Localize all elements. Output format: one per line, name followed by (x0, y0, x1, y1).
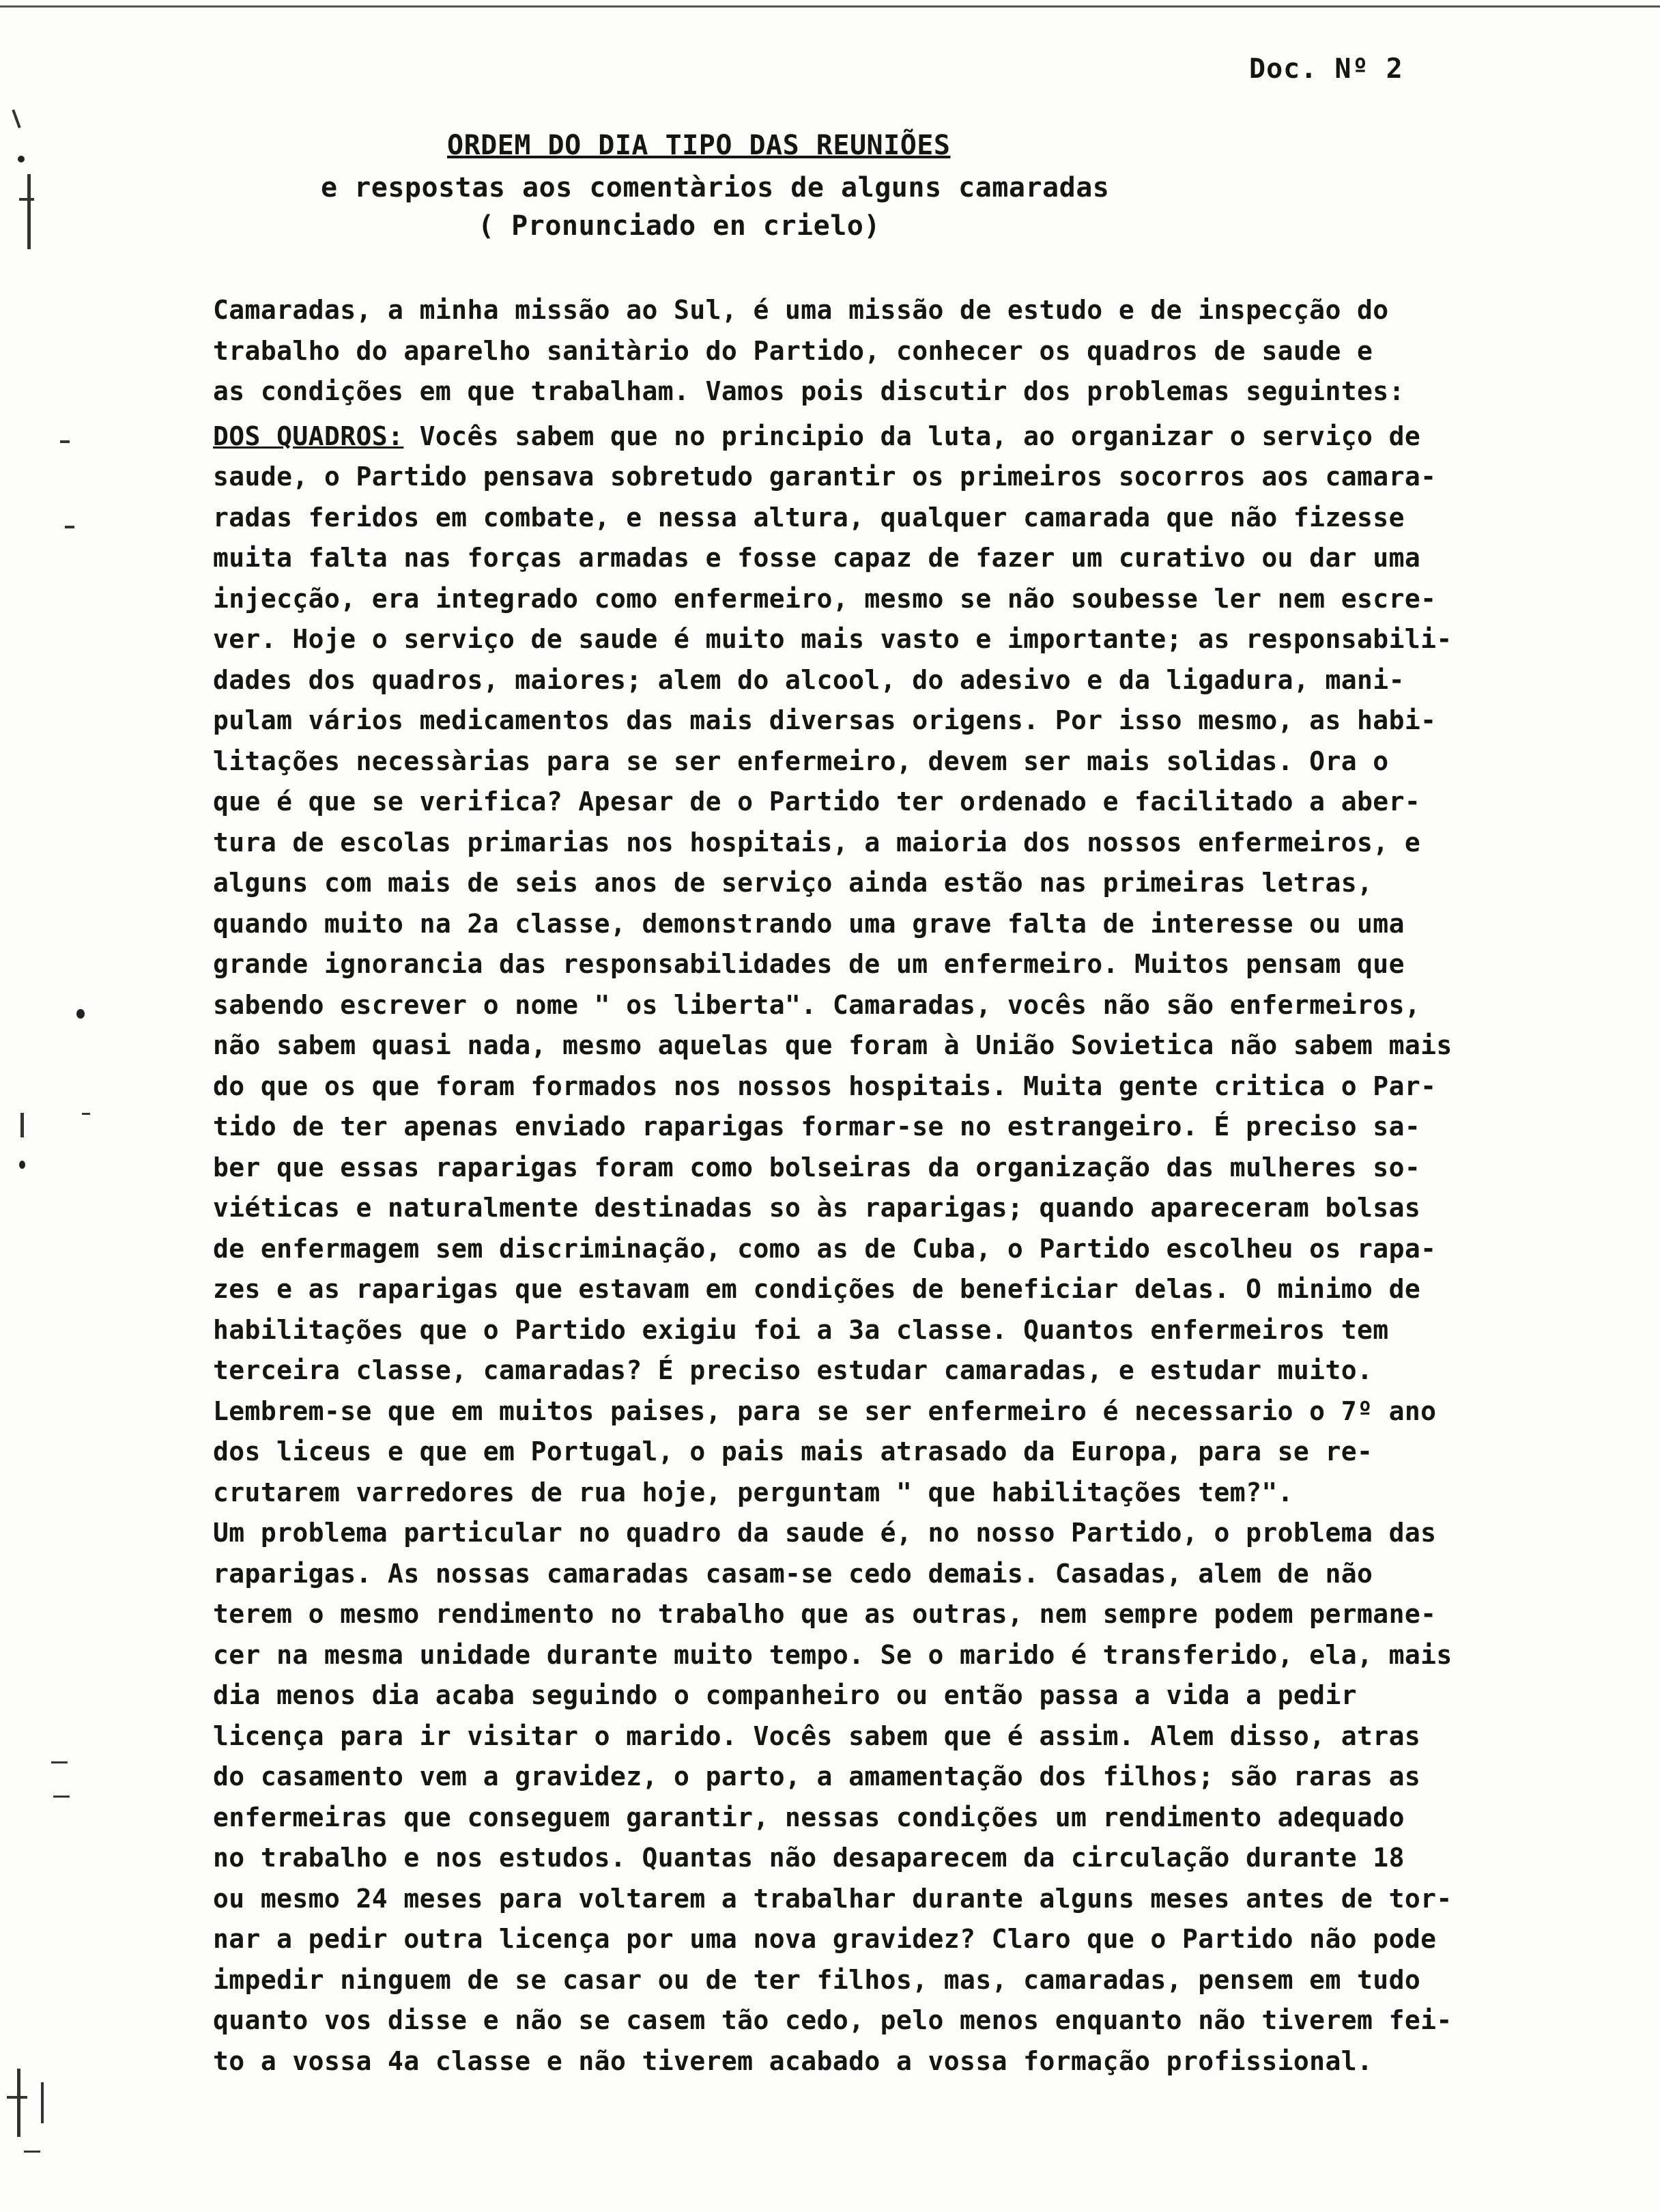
text-line: Vocês sabem que no principio da luta, ao organizar o serviço de (403, 421, 1421, 451)
text-line: raparigas. As nossas camaradas casam-se cedo demais. Casadas, alem de não (213, 1558, 1373, 1589)
text-line: licença para ir visitar o marido. Vocês sabem que é assim. Alem disso, atras (213, 1720, 1421, 1751)
intro-paragraph (213, 290, 1633, 412)
text-line: nar a pedir outra licença por uma nova gravidez? Claro que o Partido não pode (213, 1924, 1437, 1954)
scan-mark (12, 109, 20, 128)
scan-mark (19, 198, 34, 201)
text-line: terceira classe, camaradas? É preciso estudar camaradas, e estudar muito. (213, 1355, 1373, 1385)
scan-mark (24, 2151, 40, 2153)
scan-mark (51, 1761, 68, 1763)
scan-mark (20, 1113, 24, 1137)
text-line: sabendo escrever o nome " os liberta". Camaradas, vocês não são enfermeiros, (213, 989, 1421, 1020)
scan-mark (82, 1113, 90, 1115)
text-line: impedir ninguem de se casar ou de ter filhos, mas, camaradas, pensem em tudo (213, 1964, 1421, 1995)
scan-mark (18, 156, 25, 162)
text-line: as condições em que trabalham. Vamos pois discutir dos problemas seguintes: (213, 376, 1405, 406)
text-line: quanto vos disse e não se casem tão cedo, pelo menos enquanto não tiverem fei- (213, 2005, 1452, 2035)
document-subtitle: e respostas aos comentàrios de alguns camaradas (321, 172, 1110, 203)
text-line: ver. Hoje o serviço de saude é muito mais vasto e importante; as responsabili- (213, 624, 1452, 654)
text-line: enfermeiras que conseguem garantir, nessas condições um rendimento adequado (213, 1802, 1405, 1832)
text-line: trabalho do aparelho sanitàrio do Partido, conhecer os quadros de saude e (213, 335, 1373, 366)
document-number: Doc. Nº 2 (1249, 53, 1403, 85)
text-line: zes e as raparigas que estavam em condições de beneficiar delas. O minimo de (213, 1274, 1421, 1304)
section-lines (213, 457, 1633, 2082)
text-line: to a vossa 4a classe e não tiverem acabado a vossa formação profissional. (213, 2045, 1373, 2076)
text-line: tido de ter apenas enviado raparigas formar-se no estrangeiro. É preciso sa- (213, 1111, 1421, 1142)
section-heading: DOS QUADROS: (213, 421, 404, 451)
text-line: crutarem varredores de rua hoje, perguntam " que habilitações tem?". (213, 1477, 1293, 1507)
scan-mark (19, 1161, 25, 1169)
document-title: ORDEM DO DIA TIPO DAS REUNIÕES (447, 130, 951, 161)
text-line: dos liceus e que em Portugal, o pais mais atrasado da Europa, para se re- (213, 1436, 1373, 1466)
scan-mark (41, 2082, 44, 2123)
text-line: injecção, era integrado como enfermeiro, mesmo se não soubesse ler nem escre- (213, 583, 1437, 614)
text-line: que é que se verifica? Apesar de o Partido ter ordenado e facilitado a aber- (213, 786, 1421, 817)
scan-mark (27, 174, 31, 249)
scan-mark (60, 440, 70, 443)
text-line: ou mesmo 24 meses para voltarem a trabalhar durante alguns meses antes de tor- (213, 1883, 1452, 1914)
document-subtitle-note: ( Pronunciado en crielo) (478, 210, 881, 242)
text-line: de enfermagem sem discriminação, como as de Cuba, o Partido escolheu os rapa- (213, 1233, 1437, 1264)
text-line: litações necessàrias para se ser enfermeiro, devem ser mais solidas. Ora o (213, 746, 1389, 776)
scan-mark (65, 526, 74, 528)
top-edge-rule (0, 5, 1660, 8)
text-line: Um problema particular no quadro da saude é, no nosso Partido, o problema das (213, 1518, 1437, 1548)
scan-mark (76, 1009, 85, 1019)
text-line: viéticas e naturalmente destinadas so às raparigas; quando apareceram bolsas (213, 1193, 1421, 1223)
text-line: dades dos quadros, maiores; alem do alcool, do adesivo e da ligadura, mani- (213, 664, 1405, 695)
text-line: habilitações que o Partido exigiu foi a 3a classe. Quantos enfermeiros tem (213, 1314, 1389, 1345)
text-line: ber que essas raparigas foram como bolseiras da organização das mulheres so- (213, 1152, 1421, 1182)
text-line: tura de escolas primarias nos hospitais, a maioria dos nossos enfermeiros, e (213, 827, 1421, 857)
text-line: do que os que foram formados nos nossos hospitais. Muita gente critica o Par- (213, 1070, 1437, 1101)
scan-mark (7, 2096, 27, 2099)
text-line: do casamento vem a gravidez, o parto, a amamentação dos filhos; são raras as (213, 1761, 1421, 1791)
scan-mark (17, 2069, 20, 2137)
section-first-line (213, 416, 1633, 457)
text-line: terem o mesmo rendimento no trabalho que as outras, nem sempre podem permane- (213, 1599, 1437, 1629)
text-line: quando muito na 2a classe, demonstrando uma grave falta de interesse ou uma (213, 908, 1405, 939)
text-line: saude, o Partido pensava sobretudo garantir os primeiros socorros aos camara- (213, 462, 1437, 492)
text-line: no trabalho e nos estudos. Quantas não desaparecem da circulação durante 18 (213, 1843, 1405, 1873)
document-body (213, 290, 1633, 2082)
text-line: dia menos dia acaba seguindo o companheiro ou então passa a vida a pedir (213, 1680, 1358, 1710)
text-line: pulam vários medicamentos das mais diversas origens. Por isso mesmo, as habi- (213, 705, 1437, 735)
text-line: radas feridos em combate, e nessa altura, qualquer camarada que não fizesse (213, 502, 1405, 533)
quadros-section (213, 416, 1633, 2082)
text-line: muita falta nas forças armadas e fosse capaz de fazer um curativo ou dar uma (213, 543, 1421, 573)
scan-mark (53, 1796, 70, 1798)
text-line: Camaradas, a minha missão ao Sul, é uma missão de estudo e de inspecção do (213, 295, 1389, 325)
text-line: alguns com mais de seis anos de serviço ainda estão nas primeiras letras, (213, 868, 1373, 898)
text-line: cer na mesma unidade durante muito tempo. Se o marido é transferido, ela, mais (213, 1639, 1452, 1670)
text-line: Lembrem-se que em muitos paises, para se ser enfermeiro é necessario o 7º ano (213, 1395, 1437, 1426)
text-line: não sabem quasi nada, mesmo aquelas que foram à União Sovietica não sabem mais (213, 1030, 1452, 1060)
text-line: grande ignorancia das responsabilidades de um enfermeiro. Muitos pensam que (213, 949, 1405, 979)
